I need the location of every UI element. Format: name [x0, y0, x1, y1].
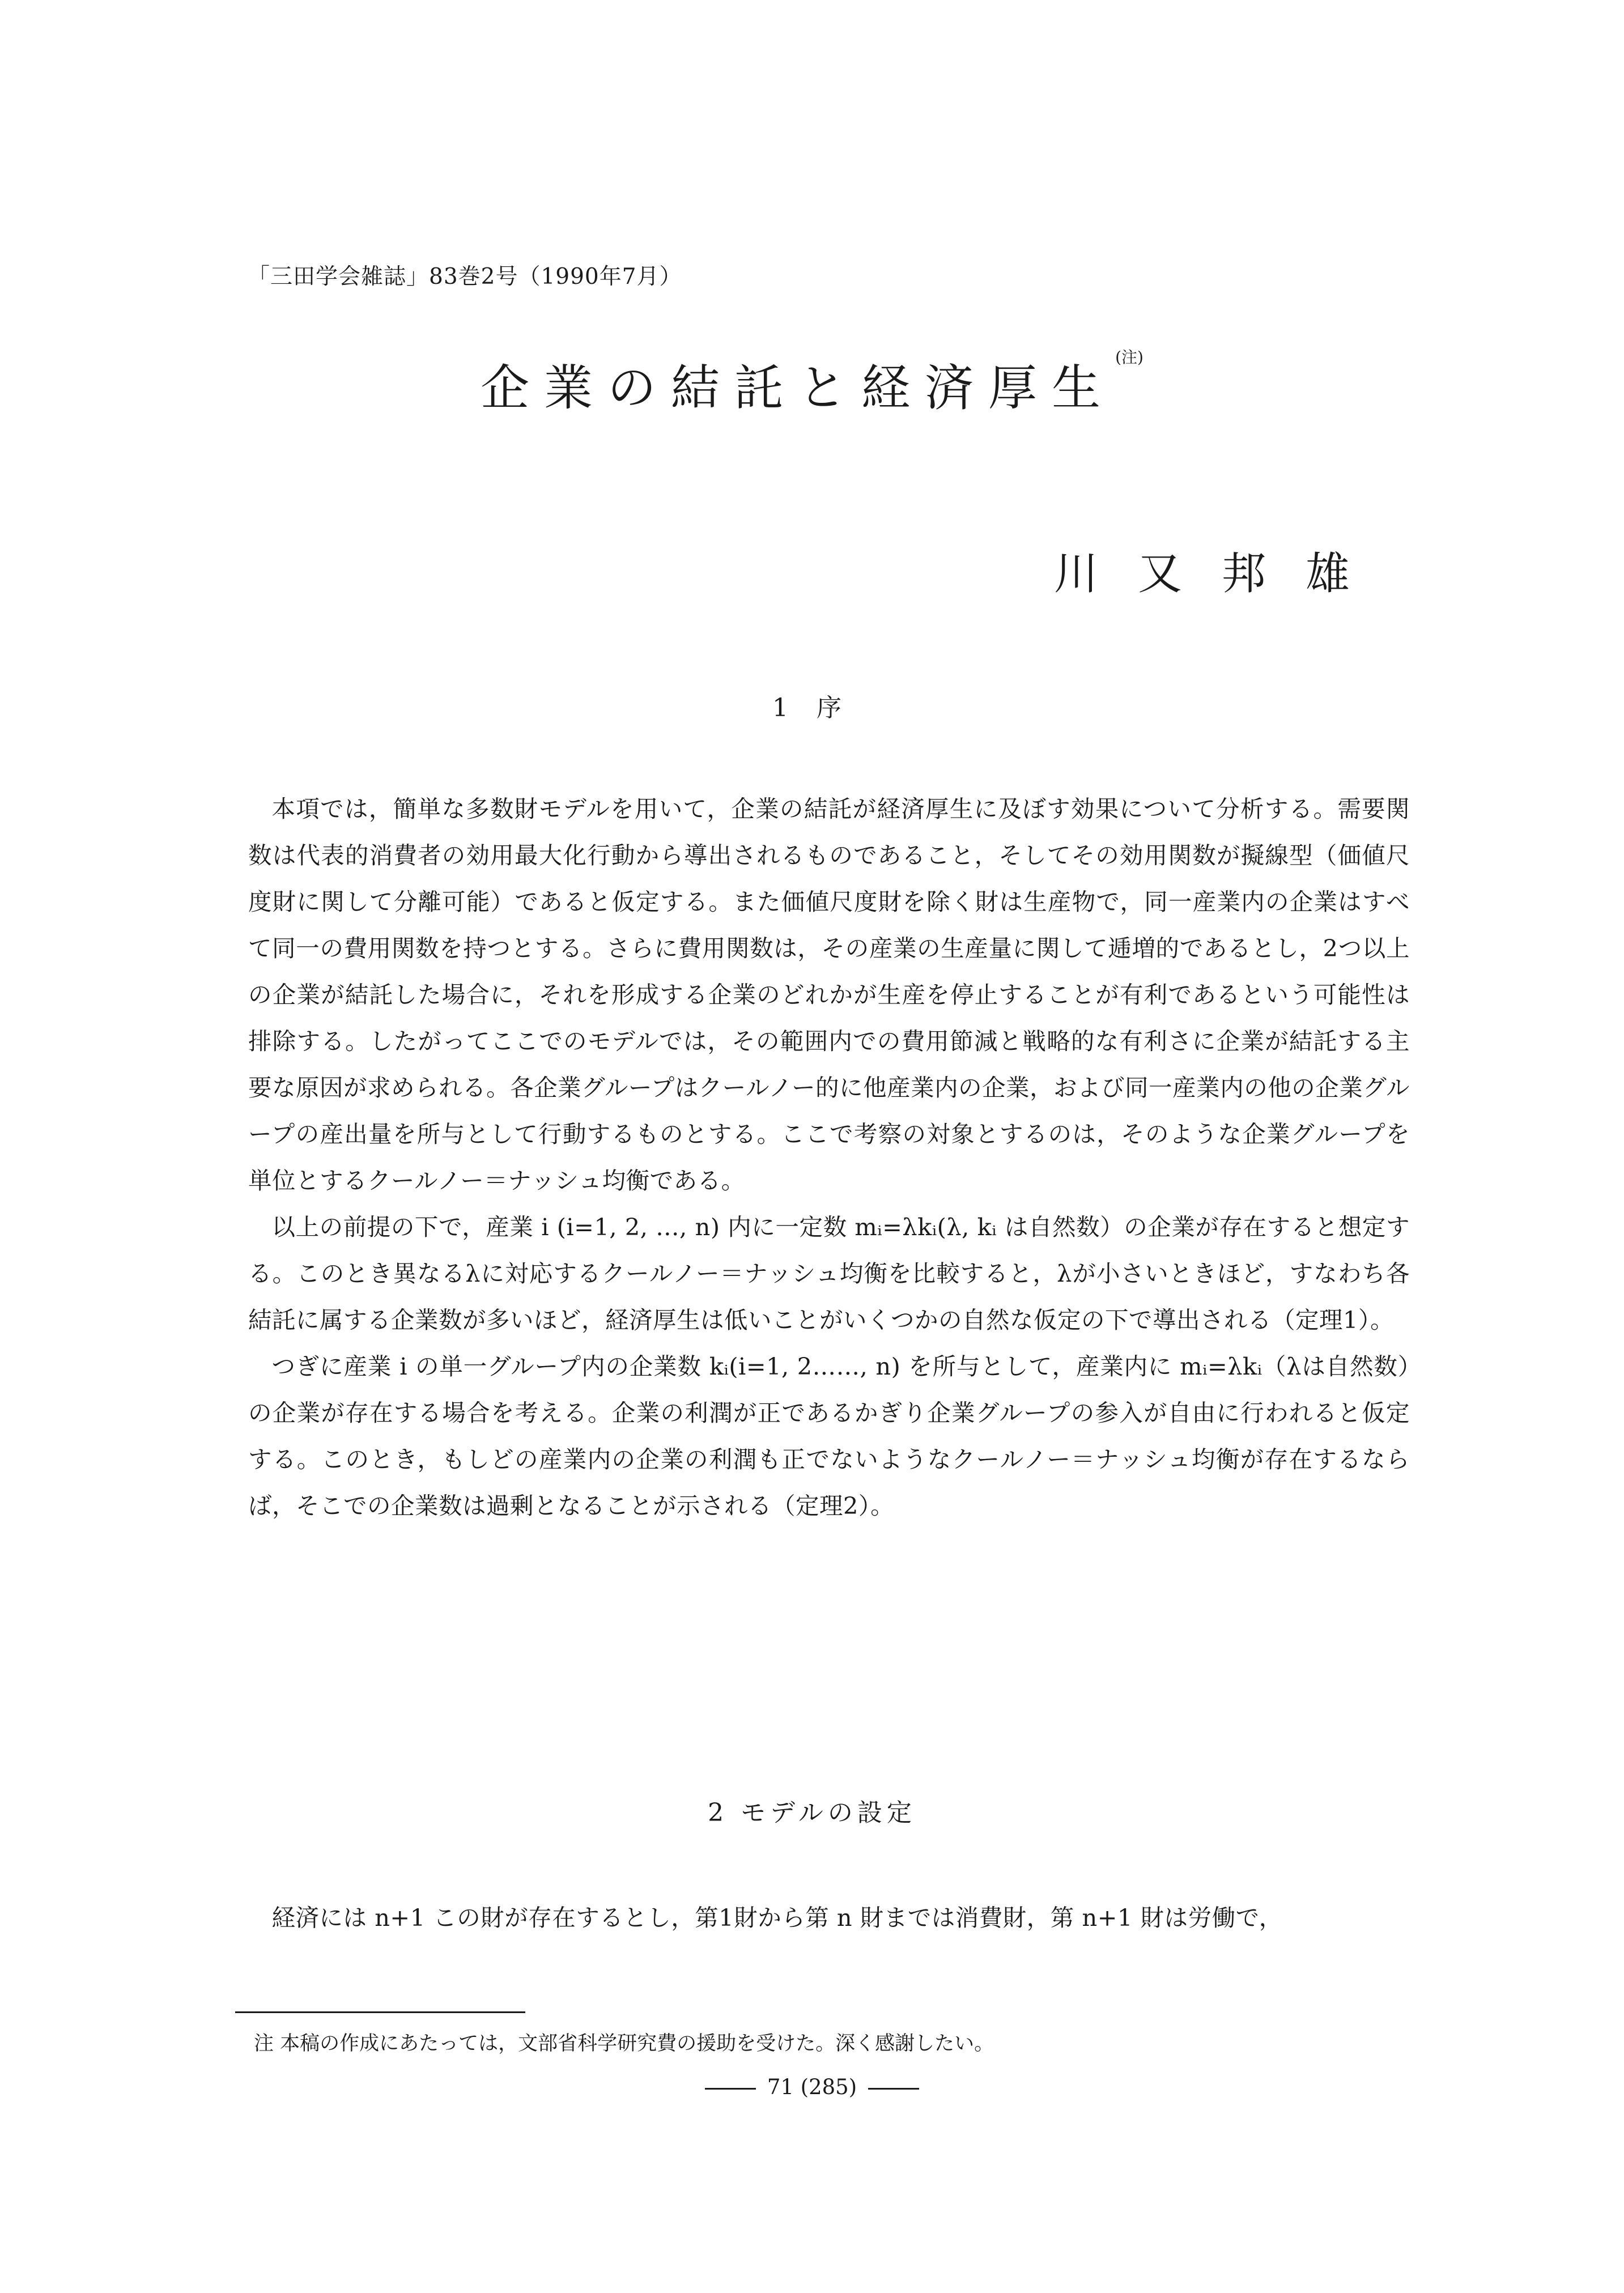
journal-citation: 「三田学会雑誌」83巻2号（1990年7月） [248, 264, 682, 290]
paper-title [0, 348, 1624, 419]
page-number-dash-left [705, 2088, 756, 2090]
title-footnote-marker: (注) [1115, 348, 1143, 367]
page-number-text: 71 (285) [767, 2075, 857, 2099]
author-name: 川又邦雄 [1054, 548, 1390, 599]
page-number [0, 2075, 1624, 2099]
footnote-divider [235, 2011, 525, 2013]
section-1-heading: 1 序 [772, 694, 852, 722]
page-number-dash-right [868, 2088, 919, 2090]
footnote: 注 本稿の作成にあたっては，文部省科学研究費の援助を受けた。深く感謝したい。 [254, 2032, 994, 2055]
body-paragraph: 経済には n+1 この財が存在するとし，第1財から第 n 財までは消費財，第 n+1 財は労働で， [271, 1904, 1283, 1932]
paper-title-text: 企業の結託と経済厚生 [481, 360, 1116, 416]
body-paragraph: つぎに産業 i の単一グループ内の企業数 kᵢ(i=1, 2……, n) を所与として，産業内に mᵢ=λkᵢ（λは自然数）の企業が存在する場合を考える。企業の利潤が正であるかぎり企業グループの参入が自由に行われると仮定する。このとき，もしどの産業内の企業の利潤も正でないようなクールノー＝ナッシュ均衡が存在するならば，そこでの企業数は過剰となることが示される（定理2）。 [248, 1352, 1410, 1520]
body-paragraph: 本項では，簡単な多数財モデルを用いて，企業の結託が経済厚生に及ぼす効果について分析する。需要関数は代表的消費者の効用最大化行動から導出されるものであること，そしてその効用関数が擬線型（価値尺度財に関して分離可能）であると仮定する。また価値尺度財を除く財は生産物で，同一産業内の企業はすべて同一の費用関数を持つとする。さらに費用関数は，その産業の生産量に関して逓増的であるとし，2つ以上の企業が結託した場合に，それを形成する企業のどれかが生産を停止することが有利であるという可能性は排除する。したがってここでのモデルでは，その範囲内での費用節減と戦略的な有利さに企業が結託する主要な原因が求められる。各企業グループはクールノー的に他産業内の企業，および同一産業内の他の企業グループの産出量を所与として行動するものとする。ここで考察の対象とするのは，そのような企業グループを単位とするクールノー＝ナッシュ均衡である。 [248, 795, 1410, 1194]
section-2-body [248, 1895, 1410, 1941]
section-1-body [248, 786, 1410, 1529]
section-2-heading: 2 モデルの設定 [708, 1798, 916, 1827]
body-paragraph: 以上の前提の下で，産業 i (i=1, 2, …, n) 内に一定数 mᵢ=λkᵢ(λ, kᵢ は自然数）の企業が存在すると想定する。このとき異なるλに対応するクールノー＝ナッシュ均衡を比較すると，λが小さいときほど，すなわち各結託に属する企業数が多いほど，経済厚生は低いことがいくつかの自然な仮定の下で導出される（定理1）。 [248, 1213, 1410, 1334]
